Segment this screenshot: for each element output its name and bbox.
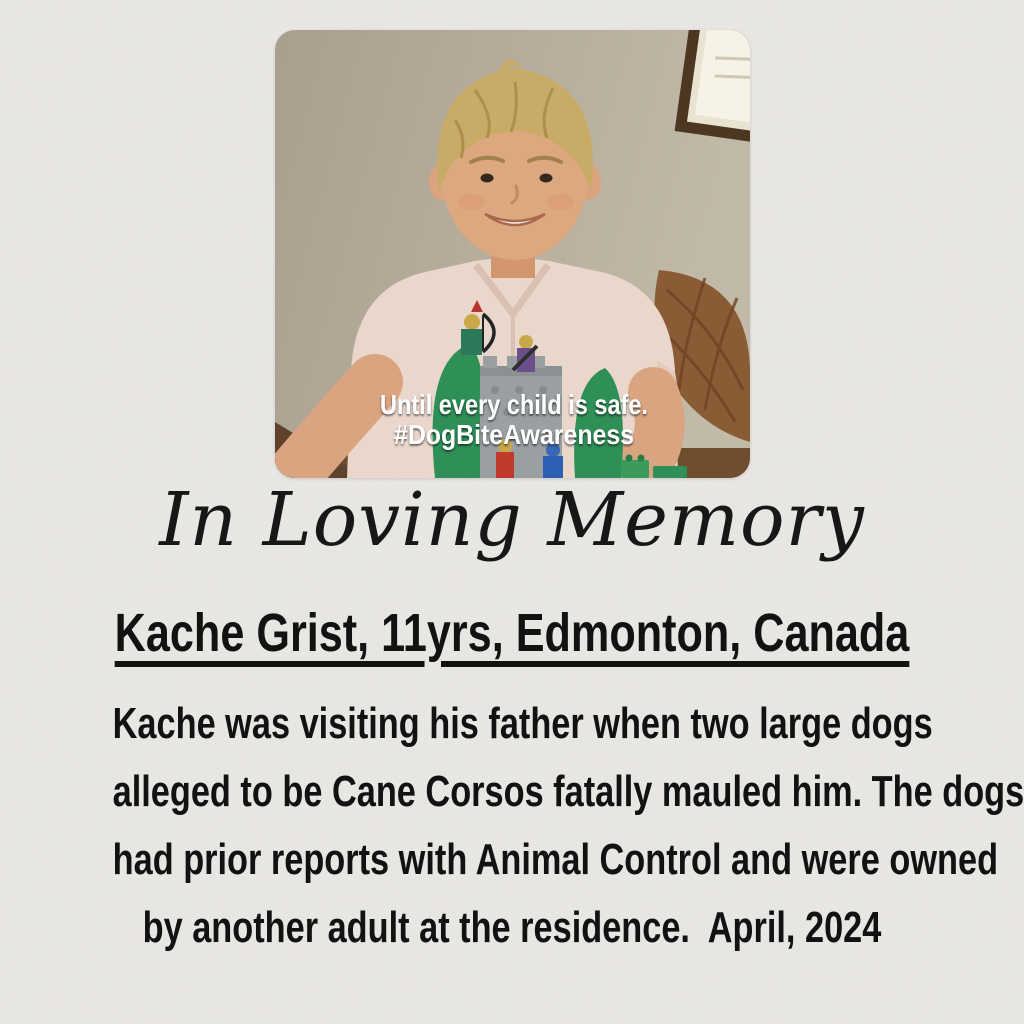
memorial-body xyxy=(112,690,1024,962)
script-title: In Loving Memory xyxy=(159,477,865,563)
body-line: had prior reports with Animal Control and were owned xyxy=(112,835,999,884)
memorial-photo xyxy=(275,30,750,478)
body-line: by another adult at the residence. April, 2024 xyxy=(142,903,882,952)
overlay-line-1: Until every child is safe. xyxy=(380,389,648,420)
photo-overlay-caption xyxy=(380,389,648,450)
body-line: Kache was visiting his father when two large dogs xyxy=(112,699,933,748)
body-line: alleged to be Cane Corsos fatally mauled him. The dogs xyxy=(112,767,1024,816)
victim-heading: Kache Grist, 11yrs, Edmonton, Canada xyxy=(114,603,910,663)
overlay-line-2: #DogBiteAwareness xyxy=(394,419,634,450)
